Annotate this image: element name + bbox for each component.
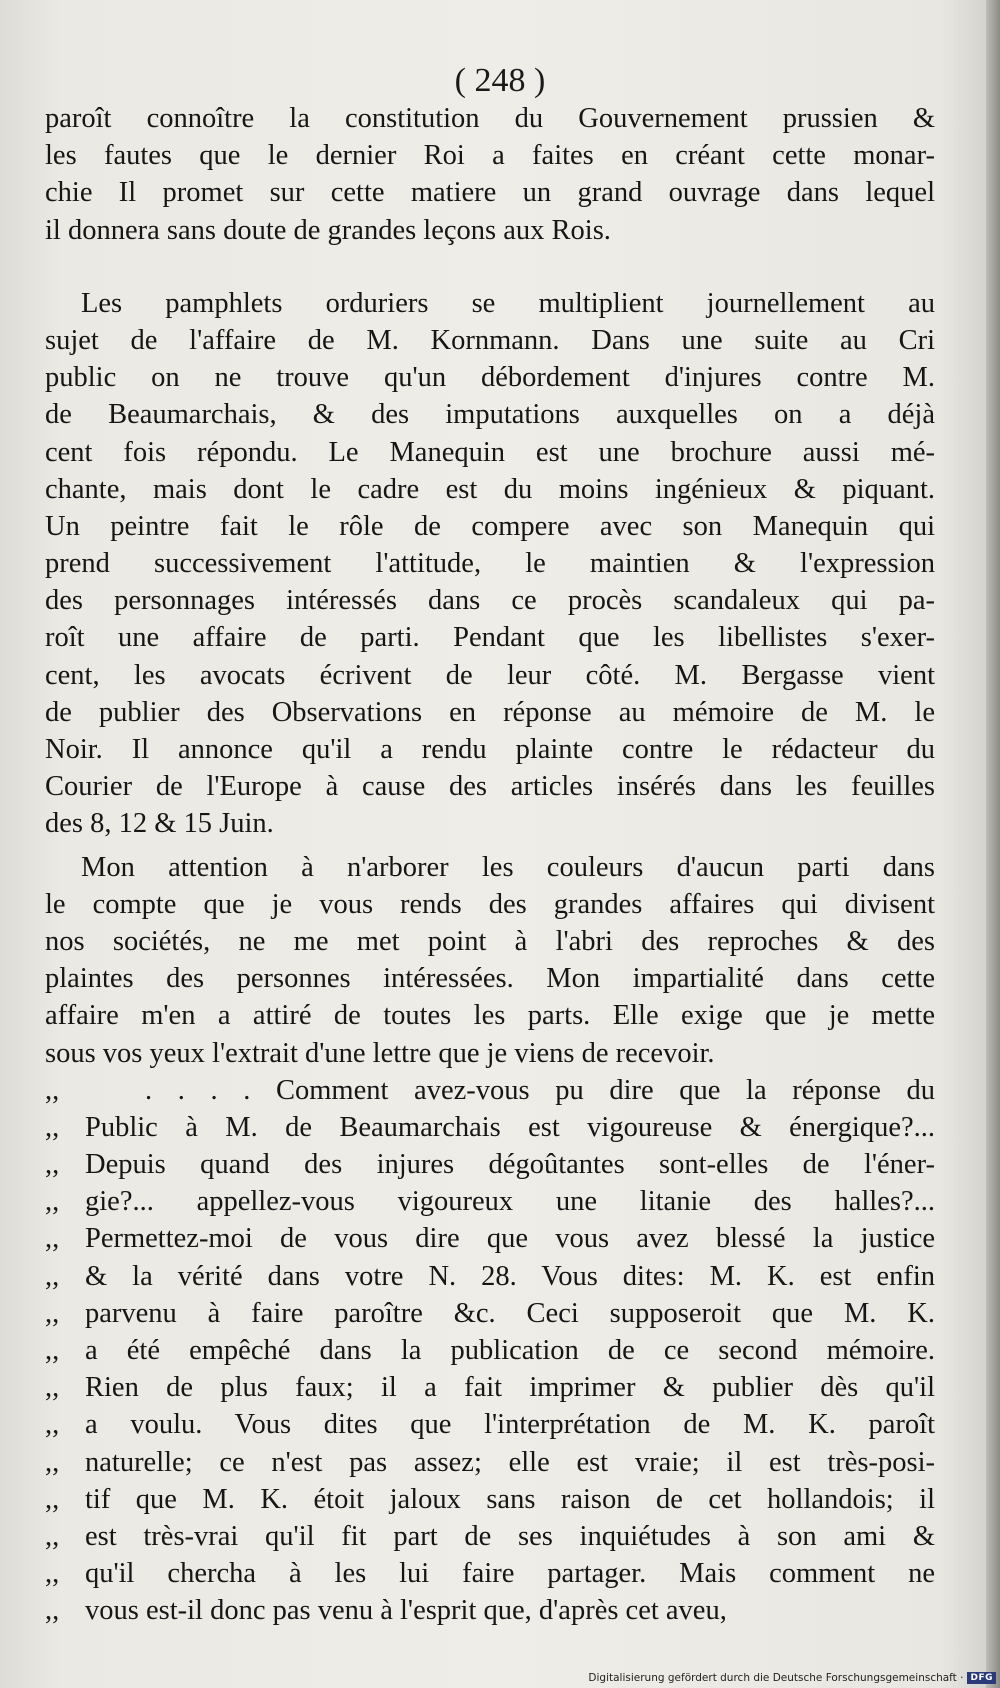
text-line: des 8, 12 & 15 Juin.: [45, 808, 274, 840]
quoted-text: Depuis quand des injures dégoûtantes sont-elles de l'éner-: [85, 1149, 935, 1181]
quote-mark: ,,: [45, 1297, 60, 1329]
quoted-line: [45, 1444, 935, 1481]
quote-mark: ,,: [45, 1558, 60, 1590]
text-line: public on ne trouve qu'un débordement d'injures contre M.: [45, 362, 935, 394]
quoted-text: a voulu. Vous dites que l'interprétation de M. K. paroît: [85, 1409, 935, 1441]
quoted-text: . . . . Comment avez-vous pu dire que la réponse du: [145, 1074, 935, 1106]
text-line: de Beaumarchais, & des imputations auxquelles on a déjà: [45, 399, 935, 431]
quoted-text: Permettez-moi de vous dire que vous avez blessé la justice: [85, 1223, 935, 1255]
quoted-text: gie?... appellez-vous vigoureux une litanie des halles?...: [85, 1186, 935, 1218]
quoted-text: est très-vrai qu'il fit part de ses inquiétudes à son ami &: [85, 1520, 935, 1552]
paragraph-gap: [45, 249, 935, 285]
quote-mark: ,,: [45, 1446, 60, 1478]
text-line: Mon attention à n'arborer les couleurs d'aucun parti dans: [81, 851, 935, 883]
quote-mark: ,,: [45, 1595, 60, 1627]
quoted-line: [45, 1555, 935, 1592]
quoted-line: [45, 1592, 935, 1629]
quoted-letter: [45, 1072, 935, 1630]
text-line: de publier des Observations en réponse au mémoire de M. le: [45, 696, 935, 728]
page-text: [45, 100, 935, 1630]
quoted-line: [45, 1332, 935, 1369]
text-line: cent, les avocats écrivent de leur côté. M. Bergasse vient: [45, 659, 935, 691]
quoted-text: qu'il chercha à les lui faire partager. Mais comment ne: [85, 1558, 935, 1590]
quoted-line: [45, 1369, 935, 1406]
text-line: les fautes que le dernier Roi a faites en créant cette monar-: [45, 140, 935, 172]
quoted-line: [45, 1146, 935, 1183]
text-line: plaintes des personnes intéressées. Mon impartialité dans cette: [45, 963, 935, 995]
quote-mark: ,,: [45, 1409, 60, 1441]
quoted-line: [45, 1481, 935, 1518]
quoted-line: [45, 1258, 935, 1295]
quoted-text: a été empêché dans la publication de ce second mémoire.: [85, 1335, 935, 1366]
quote-mark: ,,: [45, 1260, 60, 1292]
text-line: sujet de l'affaire de M. Kornmann. Dans une suite au Cri: [45, 324, 935, 356]
text-line: Noir. Il annonce qu'il a rendu plainte contre le rédacteur du: [45, 734, 935, 765]
text-line: Un peintre fait le rôle de compere avec son Manequin qui: [45, 510, 935, 542]
quoted-text: & la vérité dans votre N. 28. Vous dites: M. K. est enfin: [85, 1260, 935, 1292]
quoted-text: naturelle; ce n'est pas assez; elle est vraie; il est très-posi-: [85, 1446, 935, 1478]
quoted-text: Rien de plus faux; il a fait imprimer & publier dès qu'il: [85, 1372, 935, 1404]
quote-mark: ,,: [45, 1335, 60, 1366]
paragraphs: [45, 100, 935, 1072]
text-line: nos sociétés, ne me met point à l'abri des reproches & des: [45, 925, 935, 957]
text-line: cent fois répondu. Le Manequin est une brochure aussi mé-: [45, 436, 935, 468]
text-line: affaire m'en a attiré de toutes les parts. Elle exige que je mette: [45, 1000, 935, 1032]
quote-mark: ,,: [45, 1372, 60, 1404]
quote-mark: ,,: [45, 1186, 60, 1218]
quoted-text: Public à M. de Beaumarchais est vigoureuse & énergique?...: [85, 1111, 935, 1143]
digitization-credit: [588, 1672, 996, 1684]
quoted-line: [45, 1406, 935, 1443]
quoted-text: parvenu à faire paroître &c. Ceci supposeroit que M. K.: [85, 1297, 935, 1329]
text-line: prend successivement l'attitude, le maintien & l'expression: [45, 548, 935, 580]
text-line: il donnera sans doute de grandes leçons aux Rois.: [45, 214, 611, 246]
text-line: chie Il promet sur cette matiere un grand ouvrage dans lequel: [45, 177, 935, 209]
text-line: chante, mais dont le cadre est du moins ingénieux & piquant.: [45, 473, 935, 505]
quoted-line: [45, 1183, 935, 1220]
quoted-line: [45, 1295, 935, 1332]
quote-mark: ,,: [45, 1483, 60, 1515]
dfg-logo: DFG: [967, 1672, 996, 1684]
quoted-text: tif que M. K. étoit jaloux sans raison de cet hollandois; il: [85, 1483, 935, 1515]
page-number: ( 248 ): [454, 62, 546, 99]
text-line: le compte que je vous rends des grandes affaires qui divisent: [45, 888, 935, 920]
quote-mark: ,,: [45, 1520, 60, 1552]
quote-mark: ,,: [45, 1074, 60, 1106]
text-line: Les pamphlets orduriers se multiplient journellement au: [81, 287, 935, 319]
text-line: roît une affaire de parti. Pendant que les libellistes s'exer-: [45, 622, 935, 654]
text-line: des personnages intéressés dans ce procès scandaleux qui pa-: [45, 585, 935, 617]
quote-mark: ,,: [45, 1223, 60, 1255]
quoted-line: [45, 1072, 935, 1109]
text-line: paroît connoître la constitution du Gouvernement prussien &: [45, 103, 935, 134]
page-edge-shadow: [986, 0, 1000, 1688]
text-line: sous vos yeux l'extrait d'une lettre que je viens de recevoir.: [45, 1037, 715, 1069]
quote-mark: ,,: [45, 1111, 60, 1143]
quoted-text: vous est-il donc pas venu à l'esprit que, d'après cet aveu,: [85, 1595, 727, 1627]
quoted-line: [45, 1518, 935, 1555]
text-line: Courier de l'Europe à cause des articles insérés dans les feuilles: [45, 771, 935, 803]
quoted-line: [45, 1109, 935, 1146]
credit-text: Digitalisierung gefördert durch die Deutsche Forschungsgemeinschaft ·: [588, 1672, 964, 1684]
quoted-line: [45, 1220, 935, 1257]
quote-mark: ,,: [45, 1149, 60, 1181]
